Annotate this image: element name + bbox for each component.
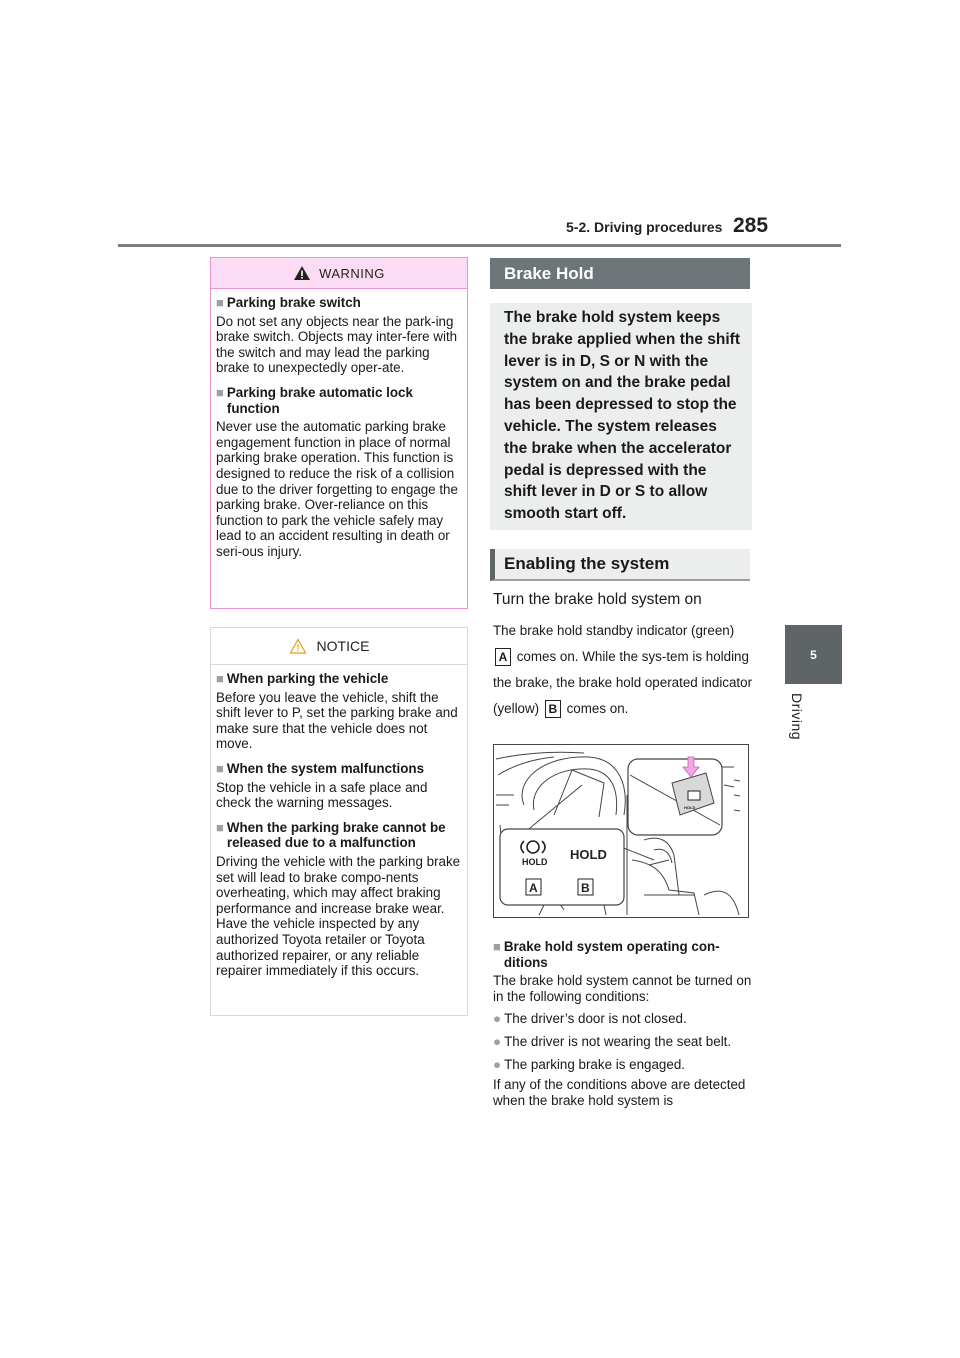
warning-title: WARNING [319,265,385,281]
warning-triangle-icon [293,265,311,281]
brake-hold-title: Brake Hold [504,263,594,283]
condition-item: ● The parking brake is engaged. [493,1056,685,1072]
notice-item-heading: ■ When the system malfunctions [216,760,425,776]
section-title: 5-2. Driving procedures [566,219,723,235]
conditions-section [493,939,755,1108]
enabling-heading [490,549,750,581]
turn-on-instruction: Turn the brake hold system on [493,591,702,608]
warning-item-text: Do not set any objects near the park-ing brake switch. Objects may inter-fere with the switch and may lead the parking brake to unexpectedly oper-ate. [216,313,458,376]
conditions-heading: ■ Brake hold system operating con-ditions [493,939,720,970]
illus-label-a: A [529,881,538,895]
intro-text: The brake hold system keeps the brake applied when the shift lever is in D, S or N with the system on and the brake pedal has been depressed to stop the vehicle. The system releases the brake when the accelerator pedal is depressed with the shift lever in D or S to allow smooth start off. [504,309,740,523]
header-rule [118,244,841,247]
conditions-outro: If any of the conditions above are detected when the brake hold system is [493,1077,746,1108]
indicator-b-text: HOLD [570,847,607,862]
illus-label-b: B [581,881,590,895]
notice-item-text: Stop the vehicle in a safe place and check the warning messages. [216,779,428,811]
notice-item-text: Before you leave the vehicle, shift the shift lever to P, set the parking brake and make sure that the vehicle does not move. [216,689,458,752]
chapter-tab [785,625,842,684]
notice-item-heading: ■ When parking the vehicle [216,671,389,686]
chapter-label: Driving [789,693,805,741]
brake-hold-illustration [493,744,749,918]
warning-box [210,257,468,609]
notice-title: NOTICE [316,638,370,654]
warning-item-text: Never use the automatic parking brake engagement function in place of normal parking brake operation. This function is designed to reduce the risk of a collision due to the driver forgetting to engage the parking brake. Over-reliance on this function to park the vehicle safely may lead to an accident resulting in death or seri-ous injury. [216,419,458,559]
intro-panel [490,303,752,530]
condition-item: ● The driver’s door is not closed. [493,1011,687,1027]
switch-hold-text: HOLD [684,805,696,810]
cockpit-drawing [494,745,748,917]
indicator-description: The brake hold standby indicator (green) A comes on. While the sys-tem is holding the brake, the brake hold operated indicator (yellow) B comes on. [493,623,753,717]
label-a-badge: A [495,648,511,666]
indicator-a-text: HOLD [522,857,548,867]
warning-header [211,258,467,289]
label-b-badge: B [545,700,561,718]
notice-header [211,628,467,665]
caution-triangle-icon [289,638,307,654]
chapter-number: 5 [810,647,817,662]
brake-hold-heading [490,258,750,289]
page-number: 285 [733,214,769,237]
notice-item-text: Driving the vehicle with the parking brake set will lead to brake compo-nents overheating, which may affect braking performance and increase brake wear. Have the vehicle inspected by any authorized Toyota retailer or Toyota authorized repairer, or any reliable repairer immediately if this occurs. [216,853,461,979]
notice-item-heading: ■ When the parking brake cannot be released due to a malfunction [216,819,446,851]
warning-item-heading: ■ Parking brake switch [216,295,361,310]
enabling-title: Enabling the system [504,554,670,573]
notice-box [210,627,468,1016]
condition-item: ● The driver is not wearing the seat belt. [493,1033,732,1049]
conditions-intro: The brake hold system cannot be turned on in the following conditions: [493,973,752,1004]
warning-item-heading: ■ Parking brake automatic lock function [216,384,413,416]
